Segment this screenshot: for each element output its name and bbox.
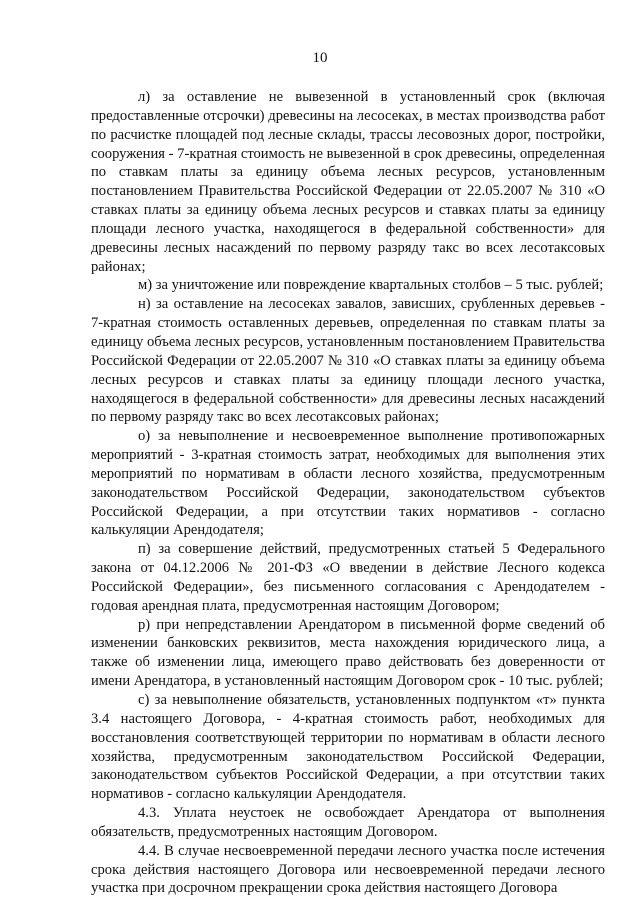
paragraph-m: м) за уничтожение или повреждение квартальных столбов – 5 тыс. рублей;: [138, 277, 604, 294]
paragraph-p: п) за совершение действий, предусмотренных статьей 5 Федерального закона от 04.12.2006 № 201-ФЗ «О введении в действие Лесного кодекса Российской Федерации», без письменного согласования с Арендодателем - годовая арендная плата, предусмотренная настоящим Договором;: [91, 541, 605, 614]
paragraph-l: л) за оставление не вывезенной в установленный срок (включая предоставленные отсрочки) древесины на лесосеках, в местах производства работ по расчистке площадей под лесные склады, трассы лесовозных дорог, постройки, сооружения - 7-кратная стоимость не вывезенной в срок древесины, определенная по ставкам платы за единицу объема лесных ресурсов, установленным постановлением Правительства Российской Федерации от 22.05.2007 № 310 «О ставках платы за единицу объема лесных ресурсов и ставках платы за единицу площади лесного участка, находящегося в федеральной собственности» для древесины лесных насаждений по первому разряду такс во всех лесотаксовых районах;: [91, 89, 605, 275]
page-number: 10: [312, 50, 328, 66]
paragraph-4-3: 4.3. Уплата неустоек не освобождает Арендатора от выполнения обязательств, предусмотренных настоящим Договором.: [91, 805, 605, 840]
document-body: [91, 88, 605, 898]
paragraph-s: с) за невыполнение обязательств, установленных подпунктом «т» пункта 3.4 настоящего Договора, - 4-кратная стоимость работ, необходимых для восстановления соответствующей территории по нормативам в области лесного хозяйства, предусмотренным законодательством Российской Федерации, законодательством субъектов Российской Федерации, а при отсутствии таких нормативов - согласно калькуляции Арендодателя.: [91, 692, 605, 803]
paragraph-o: о) за невыполнение и несвоевременное выполнение противопожарных мероприятий - 3-кратная стоимость затрат, необходимых для выполнения этих мероприятий по нормативам в области лесного хозяйства, предусмотренным законодательством Российской Федерации, законодательством субъектов Российской Федерации, а при отсутствии таких нормативов - согласно калькуляции Арендодателя;: [91, 428, 605, 539]
paragraph-n: н) за оставление на лесосеках завалов, зависших, срубленных деревьев - 7-кратная стоимость оставленных деревьев, определенная по ставкам платы за единицу объема лесных ресурсов, установленным постановлением Правительства Российской Федерации от 22.05.2007 № 310 «О ставках платы за единицу объема лесных ресурсов и ставках платы за единицу площади лесного участка, находящегося в федеральной собственности» для древесины лесных насаждений по первому разряду такс во всех лесотаксовых районах;: [91, 296, 605, 426]
paragraph-r: р) при непредставлении Арендатором в письменной форме сведений об изменении банковских реквизитов, места нахождения юридического лица, а также об изменении лица, имеющего право действовать без доверенности от имени Арендатора, в установленный настоящим Договором срок - 10 тыс. рублей;: [91, 616, 605, 690]
paragraph-4-4: 4.4. В случае несвоевременной передачи лесного участка после истечения срока действия настоящего Договора или несвоевременной передачи лесного участка при досрочном прекращении срока действия настоящего Договора: [91, 842, 605, 897]
